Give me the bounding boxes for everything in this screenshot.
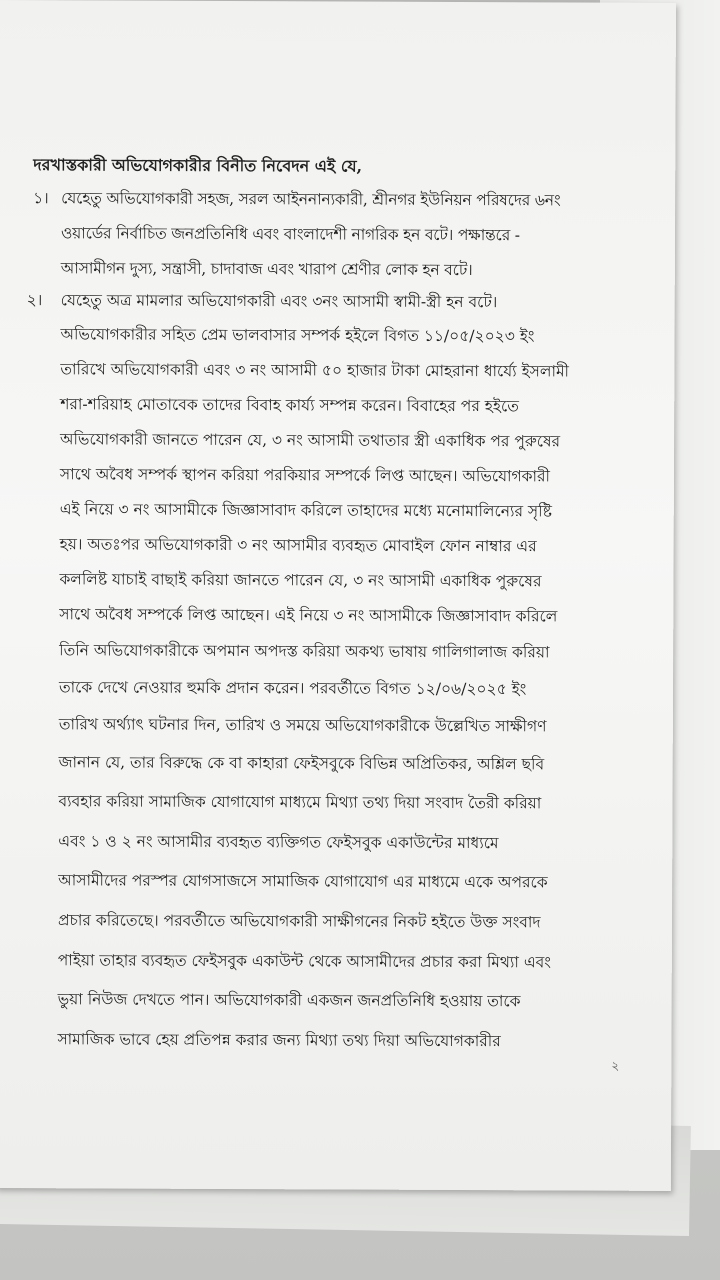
paragraph-line: আসামীদের পরস্পর যোগসাজসে সামাজিক যোগাযোগ এর মাধ্যমে একে অপরকে (58, 871, 548, 892)
paragraph-line: এই নিয়ে ৩ নং আসামীকে জিজ্ঞাসাবাদ করিলে তাহাদের মধ্যে মনোমালিন্যের সৃষ্টি (59, 500, 552, 521)
paragraph-line: হয়। অতঃপর অভিযোগকারী ৩ নং আসামীর ব্যবহৃত মোবাইল ফোন নাম্বার এর (59, 535, 537, 556)
paragraph-line: জানান যে, তার বিরুদ্ধে কে বা কাহারা ফেইসবুকে বিভিন্ন অপ্রিতিকর, অশ্লিল ছবি (58, 753, 545, 774)
paragraph-line: যেহেতু অভিযোগকারী সহজ, সরল আইননান্যকারী, শ্রীনগর ইউনিয়ন পরিষদের ৬নং (61, 189, 561, 210)
paragraph-line: অভিযোগকারীর সহিত প্রেম ভালবাসার সম্পর্ক হইলে বিগত ১১/০৫/২০২৩ ইং (60, 325, 535, 346)
page-number: ২ (611, 1058, 620, 1073)
paragraph-line: আসামীগন দুস্য, সন্ত্রাসী, চাদাবাজ এবং খারাপ শ্রেণীর লোক হন বটে। (60, 259, 473, 280)
paragraph-line: এবং ১ ও ২ নং আসামীর ব্যবহৃত ব্যক্তিগত ফেইসবুক একাউন্টের মাধ্যমে (58, 832, 499, 853)
document-heading: দরখাস্তকারী অভিযোগকারীর বিনীত নিবেদন এই যে, (33, 155, 363, 176)
paragraph-line: শরা-শরিয়াহ মোতাবেক তাদের বিবাহ কার্য্য সম্পন্ন করেন। বিবাহের পর হইতে (60, 395, 519, 416)
paragraph-number: ১। (33, 189, 49, 208)
paragraph-line: পাইয়া তাহার ব্যবহৃত ফেইসবুক একাউন্ট থেকে আসামীদের প্রচার করা মিথ্যা এবং (57, 951, 552, 972)
paragraph-line: তারিখ অর্থ্যাৎ ঘটনার দিন, তারিখ ও সময়ে অভিযোগকারীকে উল্লেখিত সাক্ষীগণ (58, 715, 547, 736)
paragraph-line: সামাজিক ভাবে হেয় প্রতিপন্ন করার জন্য মিথ্যা তথ্য দিয়া অভিযোগকারীর (57, 1030, 501, 1051)
paragraph-line: সাথে অবৈধ সম্পর্ক স্থাপন করিয়া পরকিয়ার সম্পর্কে লিপ্ত আছেন। অভিযোগকারী (59, 465, 551, 486)
paragraph-line: অভিযোগকারী জানতে পারেন যে, ৩ নং আসামী তথাতার স্ত্রী একাধিক পর পুরুষের (60, 430, 561, 451)
paragraph-line: ওয়ার্ডের নির্বাচিত জনপ্রতিনিধি এবং বাংলাদেশী নাগরিক হন বটে। পক্ষান্তরে - (60, 224, 520, 245)
paragraph-line: প্রচার করিতেছে। পরবর্তীতে অভিযোগকারী সাক্ষীগনের নিকট হইতে উক্ত সংবাদ (57, 911, 541, 932)
paragraph-line: ব্যবহার করিয়া সামাজিক যোগাযোগ মাধ্যমে মিথ্যা তথ্য দিয়া সংবাদ তৈরী করিয়া (58, 792, 542, 813)
paragraph-line: কললিষ্ট যাচাই বাছাই করিয়া জানতে পারেন যে, ৩ নং আসামী একাধিক পুরুষের (59, 570, 542, 591)
paragraph-line: তাকে দেখে নেওয়ার হুমকি প্রদান করেন। পরবর্তীতে বিগত ১২/০৬/২০২৫ ইং (58, 678, 527, 699)
paragraph-line: তারিখে অভিযোগকারী এবং ৩ নং আসামী ৫০ হাজার টাকা মোহরানা ধার্য্যে ইসলামী (60, 360, 570, 381)
paragraph-line: তিনি অভিযোগকারীকে অপমান অপদস্ত করিয়া অকথ্য ভাষায় গালিগালাজ করিয়া (59, 641, 550, 662)
paragraph-line: যেহেতু অত্র মামলার অভিযোগকারী এবং ৩নং আসামী স্বামী-স্ত্রী হন বটে। (60, 291, 498, 312)
paragraph-number: ২। (26, 291, 43, 310)
paragraph-line: সাথে অবৈধ সম্পর্কে লিপ্ত আছেন। এই নিয়ে ৩ নং আসামীকে জিজ্ঞাসাবাদ করিলে (59, 605, 558, 626)
paragraph-line: ভুয়া নিউজ দেখতে পান। অভিযোগকারী একজন জনপ্রতিনিধি হওয়ায় তাকে (57, 990, 521, 1011)
